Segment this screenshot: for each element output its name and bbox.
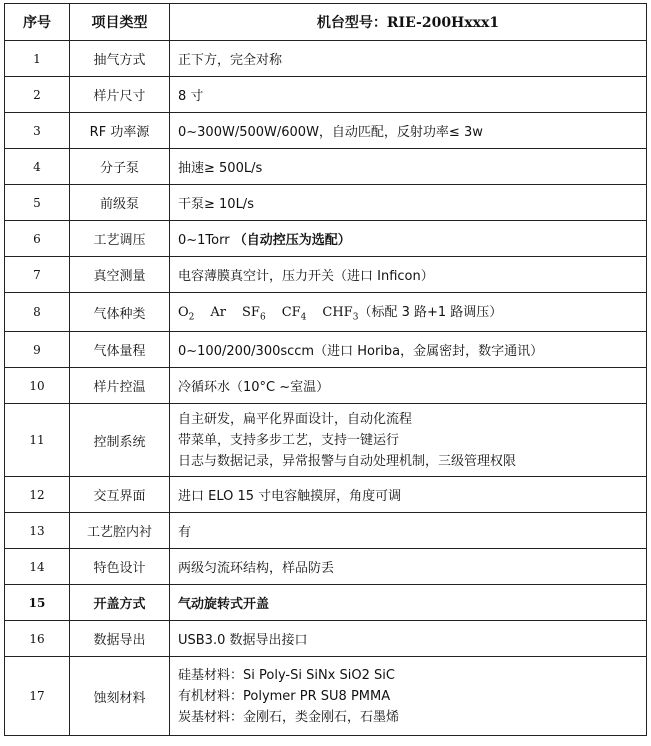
header-model-prefix: 机台型号： <box>316 15 387 31</box>
gas-chf3: $CHF_3$ <box>322 305 359 323</box>
row-index: 4 <box>5 149 70 185</box>
row-spec: 正下方，完全对称 <box>170 41 647 77</box>
row-spec: 气动旋转式开盖 <box>170 585 647 621</box>
gas-config-note: （标配 3 路+1 路调压） <box>358 305 503 321</box>
spec-line: 炭基材料：金刚石，类金刚石，石墨烯 <box>178 709 400 725</box>
row-spec: 电容薄膜真空计，压力开关（进口 Inficon） <box>170 257 647 293</box>
table-row <box>5 113 647 149</box>
table-row <box>5 549 647 585</box>
header-index: 序号 <box>5 4 70 41</box>
row-index: 9 <box>5 332 70 368</box>
row-spec: 干泵≥ 10L/s <box>170 185 647 221</box>
row-item: 特色设计 <box>70 549 170 585</box>
row-item: 控制系统 <box>70 404 170 477</box>
row-spec: 进口 ELO 15 寸电容触摸屏，角度可调 <box>170 477 647 513</box>
row-item: 真空测量 <box>70 257 170 293</box>
row-item: 气体种类 <box>70 293 170 332</box>
header-item-type: 项目类型 <box>70 4 170 41</box>
row-item: 工艺调压 <box>70 221 170 257</box>
table-row <box>5 477 647 513</box>
row-item: 样片尺寸 <box>70 77 170 113</box>
table-header-row <box>5 4 647 41</box>
gas-ar: Ar <box>210 305 227 321</box>
pressure-option-note: （自动控压为选配） <box>233 233 351 248</box>
spec-table <box>4 3 647 736</box>
spec-line: 有机材料：Polymer PR SU8 PMMA <box>178 688 391 704</box>
row-spec: 两级匀流环结构，样品防丢 <box>170 549 647 585</box>
spec-line: 日志与数据记录，异常报警与自动处理机制，三级管理权限 <box>178 453 517 469</box>
header-model-value: RIE-200Hxxx1 <box>386 15 500 31</box>
spec-line: 硅基材料：Si Poly-Si SiNx SiO2 SiC <box>178 667 395 683</box>
row-item: RF 功率源 <box>70 113 170 149</box>
table-row <box>5 41 647 77</box>
table-row <box>5 332 647 368</box>
row-item: 开盖方式 <box>70 585 170 621</box>
row-index: 6 <box>5 221 70 257</box>
gas-sf6: $SF_6$ <box>242 305 266 323</box>
row-index: 16 <box>5 621 70 657</box>
row-item: 蚀刻材料 <box>70 657 170 736</box>
row-index: 12 <box>5 477 70 513</box>
row-spec: USB3.0 数据导出接口 <box>170 621 647 657</box>
row-index: 13 <box>5 513 70 549</box>
row-index: 7 <box>5 257 70 293</box>
row-item: 分子泵 <box>70 149 170 185</box>
row-spec <box>170 293 647 332</box>
row-spec: 抽速≥ 500L/s <box>170 149 647 185</box>
table-row <box>5 585 647 621</box>
table-row <box>5 621 647 657</box>
pressure-range: 0~1Torr <box>178 233 230 248</box>
row-spec <box>170 657 647 736</box>
row-spec: 0~100/200/300sccm（进口 Horiba，金属密封，数字通讯） <box>170 332 647 368</box>
table-row <box>5 185 647 221</box>
table-row <box>5 404 647 477</box>
row-item: 抽气方式 <box>70 41 170 77</box>
row-item: 样片控温 <box>70 368 170 404</box>
table-row <box>5 657 647 736</box>
row-index: 1 <box>5 41 70 77</box>
row-spec: 冷循环水（10°C ~室温） <box>170 368 647 404</box>
spec-line: 带菜单，支持多步工艺，支持一键运行 <box>178 432 400 448</box>
row-spec: 0~300W/500W/600W，自动匹配，反射功率≤ 3w <box>170 113 647 149</box>
table-row <box>5 257 647 293</box>
spec-line: 自主研发，扁平化界面设计，自动化流程 <box>178 411 413 427</box>
table-row <box>5 513 647 549</box>
table-row <box>5 221 647 257</box>
row-index: 10 <box>5 368 70 404</box>
row-spec <box>170 221 647 257</box>
row-index: 17 <box>5 657 70 736</box>
table-row <box>5 293 647 332</box>
row-index: 14 <box>5 549 70 585</box>
row-spec: 有 <box>170 513 647 549</box>
table-row <box>5 149 647 185</box>
header-model <box>170 4 647 41</box>
row-index: 5 <box>5 185 70 221</box>
row-item: 工艺腔内衬 <box>70 513 170 549</box>
row-index: 3 <box>5 113 70 149</box>
gas-o2: $O_2$ <box>178 305 195 323</box>
row-index: 15 <box>5 585 70 621</box>
gas-cf4: $CF_4$ <box>281 305 307 323</box>
row-index: 2 <box>5 77 70 113</box>
row-item: 交互界面 <box>70 477 170 513</box>
table-row <box>5 368 647 404</box>
row-index: 11 <box>5 404 70 477</box>
row-item: 气体量程 <box>70 332 170 368</box>
table-row <box>5 77 647 113</box>
row-item: 前级泵 <box>70 185 170 221</box>
row-spec: 8 寸 <box>170 77 647 113</box>
row-spec <box>170 404 647 477</box>
row-item: 数据导出 <box>70 621 170 657</box>
row-index: 8 <box>5 293 70 332</box>
